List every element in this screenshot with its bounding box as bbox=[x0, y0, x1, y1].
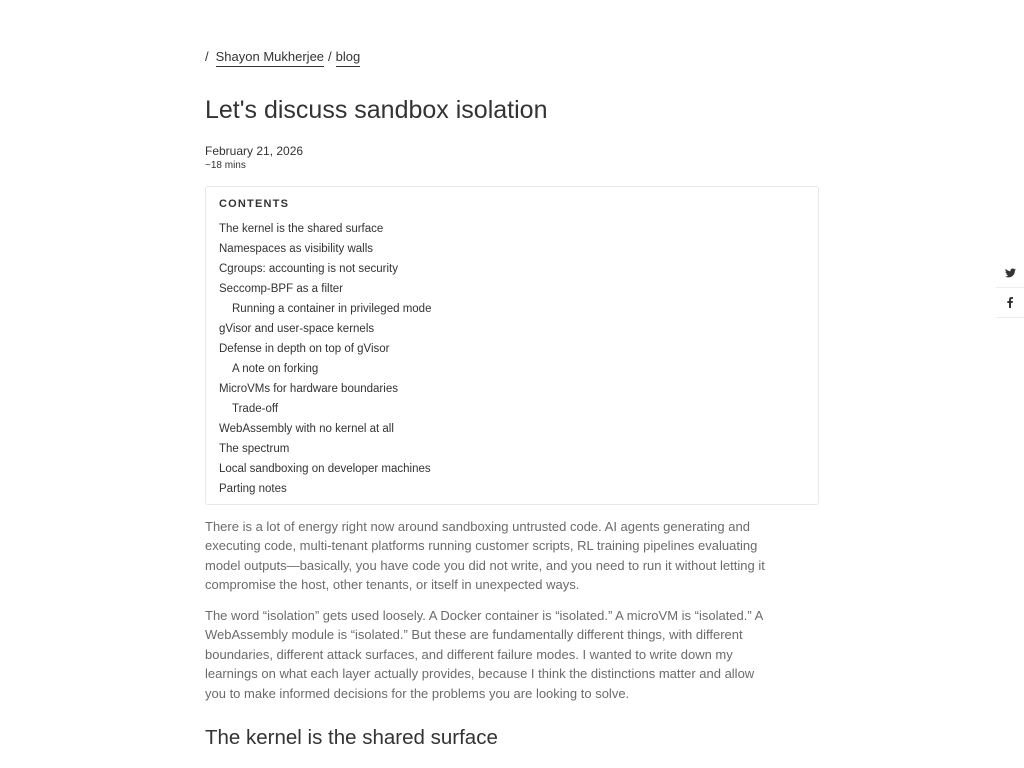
table-of-contents bbox=[205, 186, 819, 505]
toc-item bbox=[219, 259, 805, 279]
post-title: Let's discuss sandbox isolation bbox=[205, 96, 548, 124]
toc-link[interactable]: The kernel is the shared surface bbox=[219, 223, 384, 235]
breadcrumb-separator: / bbox=[205, 49, 209, 64]
toc-item bbox=[219, 379, 805, 399]
toc-item bbox=[219, 299, 805, 319]
intro-paragraph: There is a lot of energy right now around sandboxing untrusted code. AI agents generating and executing code, multi-tenant platforms running customer scripts, RL training pipelines evaluating model outputs—basically, you have code you did not write, and you need to run it without letting it compromise the host, other tenants, or itself in unexpected ways. bbox=[205, 519, 765, 593]
share-facebook-button[interactable] bbox=[996, 288, 1024, 318]
breadcrumb-separator: / bbox=[328, 49, 332, 64]
toc-link[interactable]: Defense in depth on top of gVisor bbox=[219, 343, 390, 355]
toc-item bbox=[219, 239, 805, 259]
toc-link[interactable]: WebAssembly with no kernel at all bbox=[219, 423, 394, 435]
share-bar bbox=[996, 258, 1024, 318]
toc-item bbox=[219, 279, 805, 299]
toc-item bbox=[219, 479, 805, 499]
toc-link[interactable]: A note on forking bbox=[232, 363, 319, 375]
toc-link[interactable]: Parting notes bbox=[219, 483, 287, 495]
facebook-icon bbox=[1007, 297, 1013, 308]
toc-item bbox=[219, 319, 805, 339]
toc-item bbox=[219, 359, 805, 379]
toc-link[interactable]: gVisor and user-space kernels bbox=[219, 323, 375, 335]
toc-item bbox=[219, 439, 805, 459]
breadcrumb-author-link[interactable]: Shayon Mukherjee bbox=[216, 49, 324, 67]
twitter-icon bbox=[1005, 268, 1016, 278]
breadcrumb-blog-link[interactable]: blog bbox=[336, 49, 361, 67]
toc-list bbox=[219, 219, 805, 499]
toc-heading: CONTENTS bbox=[219, 198, 290, 210]
section-heading: The kernel is the shared surface bbox=[205, 726, 498, 749]
breadcrumb bbox=[205, 49, 360, 64]
toc-item bbox=[219, 399, 805, 419]
toc-item bbox=[219, 219, 805, 239]
toc-link[interactable]: Seccomp-BPF as a filter bbox=[219, 283, 343, 295]
toc-link[interactable]: Running a container in privileged mode bbox=[232, 303, 432, 315]
toc-item bbox=[219, 419, 805, 439]
toc-link[interactable]: Trade-off bbox=[232, 403, 279, 415]
toc-link[interactable]: Local sandboxing on developer machines bbox=[219, 463, 431, 475]
isolation-paragraph: The word “isolation” gets used loosely. A Docker container is “isolated.” A microVM is “isolated.” A WebAssembly module is “isolated.” But these are fundamentally different things, with different boundaries, different attack surfaces, and different failure modes. I wanted to write down my learnings on what each layer actually provides, because I think the distinctions matter and allow you to make informed decisions for the problems you are looking to solve. bbox=[205, 608, 763, 701]
toc-link[interactable]: Namespaces as visibility walls bbox=[219, 243, 374, 255]
toc-item bbox=[219, 339, 805, 359]
read-time: ~18 mins bbox=[205, 160, 246, 171]
toc-link[interactable]: MicroVMs for hardware boundaries bbox=[219, 383, 398, 395]
toc-link[interactable]: The spectrum bbox=[219, 443, 290, 455]
toc-item bbox=[219, 459, 805, 479]
share-twitter-button[interactable] bbox=[996, 258, 1024, 288]
toc-link[interactable]: Cgroups: accounting is not security bbox=[219, 263, 398, 275]
post-date: February 21, 2026 bbox=[205, 144, 304, 158]
